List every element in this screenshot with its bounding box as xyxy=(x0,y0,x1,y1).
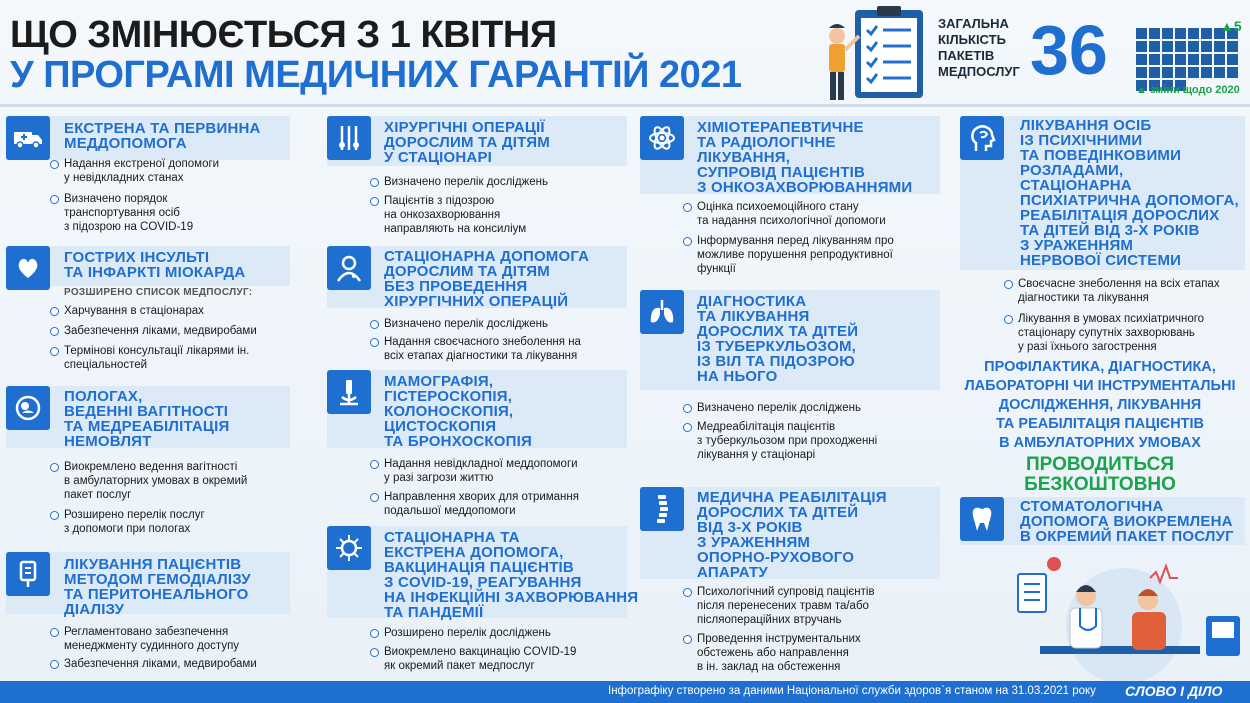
package-block xyxy=(1214,54,1225,65)
package-block xyxy=(1201,41,1212,52)
section-emergency-title: ЕКСТРЕНА ТА ПЕРВИННА МЕДДОПОМОГА xyxy=(64,120,261,152)
free-services-block xyxy=(955,358,1245,495)
tooth-icon xyxy=(960,497,1004,541)
packages-count: 36 xyxy=(1030,11,1108,89)
microscope-icon xyxy=(327,370,371,414)
list-item: Забезпечення ліками, медвиробами xyxy=(64,325,257,337)
package-block xyxy=(1201,67,1212,78)
lungs-icon xyxy=(640,290,684,334)
list-item: Інформування перед лікуванням про можливе порушення репродуктивної функції xyxy=(697,235,894,275)
free-block-highlight: ПРОВОДИТЬСЯ xyxy=(1026,454,1174,475)
footer xyxy=(0,681,1250,703)
list-item: Надання своєчасного знеболення на всіх етапах діагностики та лікування xyxy=(384,336,581,362)
package-block xyxy=(1188,41,1199,52)
free-block-line: В АМБУЛАТОРНИХ УМОВАХ xyxy=(999,435,1201,451)
list-item: Надання екстреної допомоги у невідкладних станах xyxy=(64,158,220,184)
list-item: Пацієнтів з підозрою на онкозахворювання направляють на консиліум xyxy=(384,195,527,235)
free-block-line: ДОСЛІДЖЕННЯ, ЛІКУВАННЯ xyxy=(998,397,1202,413)
section-chemo-title: ХІМІОТЕРАПЕВТИЧНЕ ТА РАДІОЛОГІЧНЕ ЛІКУВАННЯ, СУПРОВІД ПАЦІЄНТІВ З ОНКОЗАХВОРЮВАННЯМИ xyxy=(697,119,913,196)
baby-icon xyxy=(6,386,50,430)
list-item: Розширено перелік досліджень xyxy=(384,627,551,639)
packages-change-note: ▲ зміни щодо 2020 xyxy=(1136,84,1240,96)
section-childbirth-title: ПОЛОГАХ, ВЕДЕННІ ВАГІТНОСТІ ТА МЕДРЕАБІЛІТАЦІЯ НЕМОВЛЯТ xyxy=(64,388,230,450)
package-block xyxy=(1136,28,1147,39)
package-block xyxy=(1188,28,1199,39)
package-block xyxy=(1162,28,1173,39)
doctor-patient-illustration-icon xyxy=(1000,556,1248,681)
atom-icon xyxy=(640,116,684,160)
footer-source: Інфографіку створено за даними Національної служби здоров`я станом на 31.03.2021 року xyxy=(608,685,1096,697)
section-dental-title: СТОМАТОЛОГІЧНА ДОПОМОГА ВИОКРЕМЛЕНА В ОКРЕМИЙ ПАКЕТ ПОСЛУГ xyxy=(1020,498,1234,545)
list-item: Розширено перелік послуг з допомоги при пологах xyxy=(64,509,205,535)
package-block xyxy=(1227,54,1238,65)
list-item: Визначено порядок транспортування осіб з підозрою на COVID-19 xyxy=(64,193,194,233)
package-block xyxy=(1175,41,1186,52)
package-block xyxy=(1175,28,1186,39)
section-rehab-title: МЕДИЧНА РЕАБІЛІТАЦІЯ ДОРОСЛИХ ТА ДІТЕЙ ВІД 3-Х РОКІВ З УРАЖЕННЯМ ОПОРНО-РУХОВОГО АПАРАТУ xyxy=(697,489,887,581)
package-block xyxy=(1136,54,1147,65)
doctor-icon xyxy=(327,246,371,290)
package-block xyxy=(1201,54,1212,65)
package-block xyxy=(1201,28,1212,39)
package-block xyxy=(1149,54,1160,65)
section-dialysis-title: ЛІКУВАННЯ ПАЦІЄНТІВ МЕТОДОМ ГЕМОДІАЛІЗУ ТА ПЕРИТОНЕАЛЬНОГО ДІАЛІЗУ xyxy=(64,556,251,618)
free-block-highlight: БЕЗКОШТОВНО xyxy=(1024,474,1176,495)
section-stroke-title: ГОСТРИХ ІНСУЛЬТІ ТА ІНФАРКТІ МІОКАРДА xyxy=(64,249,246,281)
package-block xyxy=(1227,41,1238,52)
clipboard-illustration-icon xyxy=(815,6,930,104)
spine-icon xyxy=(640,487,684,531)
list-item: Регламентовано забезпечення менеджменту судинного доступу xyxy=(64,626,240,652)
free-block-line: ПРОФІЛАКТИКА, ДІАГНОСТИКА, xyxy=(984,359,1216,375)
list-item: Проведення інструментальних обстежень або направлення в ін. заклад на обстеження xyxy=(697,633,861,673)
packages-label: ЗАГАЛЬНА КІЛЬКІСТЬ ПАКЕТІВ МЕДПОСЛУГ xyxy=(938,16,1020,79)
free-block-line: ЛАБОРАТОРНІ ЧИ ІНСТРУМЕНТАЛЬНІ xyxy=(964,378,1236,394)
package-block xyxy=(1149,67,1160,78)
package-block xyxy=(1188,67,1199,78)
header-divider xyxy=(0,104,1250,107)
packages-grid-icon xyxy=(1136,28,1240,78)
section-tuberculosis-title: ДІАГНОСТИКА ТА ЛІКУВАННЯ ДОРОСЛИХ ТА ДІТЕЙ ІЗ ТУБЕРКУЛЬОЗОМ, ІЗ ВІЛ ТА ПІДОЗРОЮ НА НЬОГО xyxy=(697,293,859,385)
page-subtitle: У ПРОГРАМІ МЕДИЧНИХ ГАРАНТІЙ 2021 xyxy=(10,54,742,96)
list-item: Направлення хворих для отримання подальшої меддопомоги xyxy=(384,491,579,517)
packages-plus-badge: ▲5 xyxy=(1220,18,1242,34)
list-item: Термінові консультації лікарями ін. спеціальностей xyxy=(64,345,250,371)
package-block xyxy=(1175,67,1186,78)
package-block xyxy=(1175,54,1186,65)
list-item: Психологічний супровід пацієнтів після перенесених травм та/або післяопераційних втручань xyxy=(697,586,875,626)
list-item: Оцінка психоемоційного стану та надання психологічної допомоги xyxy=(697,201,886,227)
list-item: Визначено перелік досліджень xyxy=(697,402,861,414)
list-item: Виокремлено ведення вагітності в амбулаторних умовах в окремий пакет послуг xyxy=(64,461,248,501)
page-title: ЩО ЗМІНЮЄТЬСЯ З 1 КВІТНЯ xyxy=(10,14,557,56)
package-block xyxy=(1162,54,1173,65)
package-block xyxy=(1149,41,1160,52)
free-block-line: ТА РЕАБІЛІТАЦІЯ ПАЦІЄНТІВ xyxy=(995,416,1205,432)
section-inpatient-title: СТАЦІОНАРНА ДОПОМОГА ДОРОСЛИМ ТА ДІТЯМ БЕЗ ПРОВЕДЕННЯ ХІРУРГІЧНИХ ОПЕРАЦІЙ xyxy=(384,248,590,310)
section-covid-title: СТАЦІОНАРНА ТА ЕКСТРЕНА ДОПОМОГА, ВАКЦИНАЦІЯ ПАЦІЄНТІВ З COVID-19, РЕАГУВАННЯ НА ІНФЕКЦІЙНІ ЗАХВОРЮВАННЯ ТА ПАНДЕМІЇ xyxy=(384,529,639,621)
surgery-tools-icon xyxy=(327,116,371,160)
section-mental-title: ЛІКУВАННЯ ОСІБ ІЗ ПСИХІЧНИМИ ТА ПОВЕДІНКОВИМИ РОЗЛАДАМИ, СТАЦІОНАРНА ПСИХІАТРИЧНА ДОПОМОГА, РЕАБІЛІТАЦІЯ ДОРОСЛИХ ТА ДІТЕЙ ВІД 3-Х РОКІВ З УРАЖЕННЯМ НЕРВОВОЇ СИСТЕМИ xyxy=(1020,117,1239,269)
list-item: Медреабілітація пацієнтів з туберкульозом при проходженні лікування у стаціонарі xyxy=(697,421,878,461)
dialysis-icon xyxy=(6,552,50,596)
list-item: Виокремлено вакцинацію COVID-19 як окремий пакет медпослуг xyxy=(384,646,577,672)
package-block xyxy=(1136,67,1147,78)
package-block xyxy=(1227,67,1238,78)
package-block xyxy=(1162,67,1173,78)
package-block xyxy=(1188,54,1199,65)
list-item: Надання невідкладної меддопомоги у разі загрози життю xyxy=(384,458,578,484)
section-stroke-note: РОЗШИРЕНО СПИСОК МЕДПОСЛУГ: xyxy=(64,287,253,298)
brand-logo: СЛОВО І ДІЛО xyxy=(1125,683,1223,699)
list-item: Визначено перелік досліджень xyxy=(384,176,548,188)
package-block xyxy=(1214,67,1225,78)
package-block xyxy=(1214,41,1225,52)
section-mammography-title: МАМОГРАФІЯ, ГІСТЕРОСКОПІЯ, КОЛОНОСКОПІЯ, ЦИСТОСКОПІЯ ТА БРОНХОСКОПІЯ xyxy=(384,373,532,450)
header xyxy=(0,0,1250,112)
list-item: Визначено перелік досліджень xyxy=(384,318,548,330)
virus-icon xyxy=(327,526,371,570)
package-block xyxy=(1136,41,1147,52)
section-surgery-title: ХІРУРГІЧНІ ОПЕРАЦІЇ ДОРОСЛИМ ТА ДІТЯМ У СТАЦІОНАРІ xyxy=(384,119,550,166)
package-block xyxy=(1162,41,1173,52)
ambulance-icon xyxy=(6,116,50,160)
heart-icon xyxy=(6,246,50,290)
head-icon xyxy=(960,116,1004,160)
list-item: Своєчасне знеболення на всіх етапах діагностики та лікування xyxy=(1018,278,1220,304)
list-item: Харчування в стаціонарах xyxy=(64,305,204,317)
package-block xyxy=(1149,28,1160,39)
list-item: Лікування в умовах психіатричного стаціонару супутніх захворювань у разі їхнього загострення xyxy=(1018,313,1205,353)
list-item: Забезпечення ліками, медвиробами xyxy=(64,658,257,670)
